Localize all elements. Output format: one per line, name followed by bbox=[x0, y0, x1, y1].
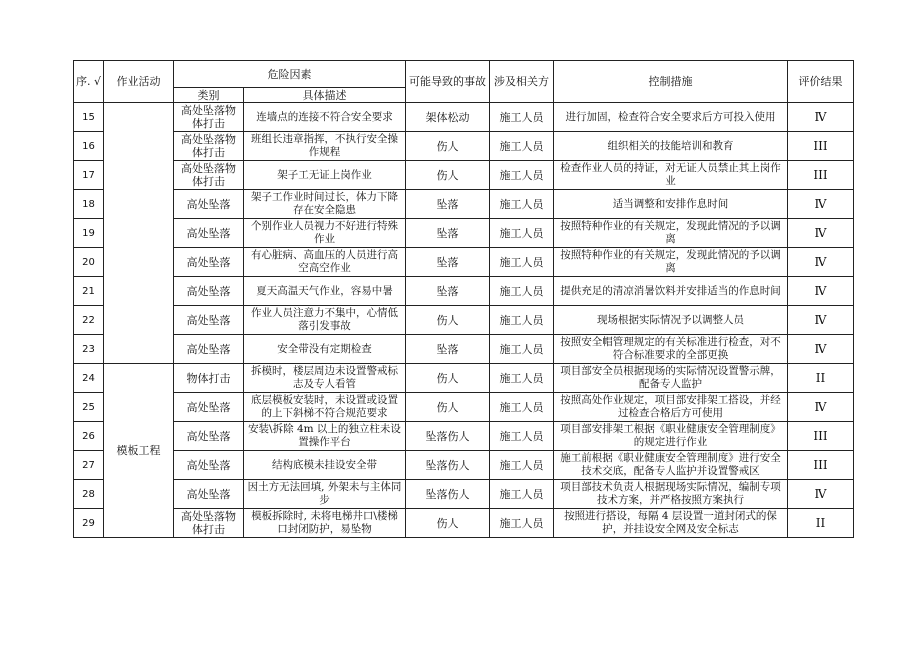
row-category: 高处坠落 bbox=[174, 393, 244, 422]
row-evaluation: II bbox=[788, 509, 854, 538]
row-accident: 架体松动 bbox=[406, 103, 490, 132]
row-party: 施工人员 bbox=[490, 306, 554, 335]
row-description: 安装\拆除 4m 以上的独立柱未设置操作平台 bbox=[244, 422, 406, 451]
table-row bbox=[74, 480, 854, 509]
row-category: 高处坠落 bbox=[174, 422, 244, 451]
table-row bbox=[74, 393, 854, 422]
row-category: 高处坠落物体打击 bbox=[174, 509, 244, 538]
row-category: 高处坠落物体打击 bbox=[174, 132, 244, 161]
row-seq: 25 bbox=[74, 393, 104, 422]
row-accident: 伤人 bbox=[406, 509, 490, 538]
row-seq: 22 bbox=[74, 306, 104, 335]
row-evaluation: III bbox=[788, 422, 854, 451]
row-seq: 29 bbox=[74, 509, 104, 538]
row-evaluation: Ⅳ bbox=[788, 190, 854, 219]
row-accident: 坠落伤人 bbox=[406, 422, 490, 451]
table-row bbox=[74, 509, 854, 538]
row-control: 提供充足的清凉消暑饮料并安排适当的作息时间 bbox=[554, 277, 788, 306]
row-control: 施工前根据《职业健康安全管理制度》进行安全技术交底，配备专人监护并设置警戒区 bbox=[554, 451, 788, 480]
row-seq: 23 bbox=[74, 335, 104, 364]
row-seq: 18 bbox=[74, 190, 104, 219]
table-row bbox=[74, 277, 854, 306]
row-category: 高处坠落 bbox=[174, 480, 244, 509]
row-control: 按照安全帽管理规定的有关标准进行检查，对不符合标准要求的全部更换 bbox=[554, 335, 788, 364]
table-row bbox=[74, 451, 854, 480]
row-control: 检查作业人员的持证，对无证人员禁止其上岗作业 bbox=[554, 161, 788, 190]
row-category: 高处坠落 bbox=[174, 190, 244, 219]
row-accident: 伤人 bbox=[406, 132, 490, 161]
row-seq: 17 bbox=[74, 161, 104, 190]
header-party: 涉及相关方 bbox=[490, 61, 554, 103]
header-accident: 可能导致的事故 bbox=[406, 61, 490, 103]
row-description: 模板拆除时, 未将电梯井口\楼梯口封闭防护，易坠物 bbox=[244, 509, 406, 538]
row-description: 结构底模未挂设安全带 bbox=[244, 451, 406, 480]
row-accident: 伤人 bbox=[406, 306, 490, 335]
row-accident: 坠落 bbox=[406, 335, 490, 364]
row-category: 高处坠落 bbox=[174, 219, 244, 248]
row-party: 施工人员 bbox=[490, 277, 554, 306]
row-accident: 伤人 bbox=[406, 161, 490, 190]
table-row bbox=[74, 248, 854, 277]
table-row bbox=[74, 219, 854, 248]
row-description: 作业人员注意力不集中，心情低落引发事故 bbox=[244, 306, 406, 335]
row-category: 高处坠落 bbox=[174, 306, 244, 335]
row-party: 施工人员 bbox=[490, 393, 554, 422]
table-row bbox=[74, 335, 854, 364]
row-seq: 21 bbox=[74, 277, 104, 306]
row-evaluation: Ⅳ bbox=[788, 248, 854, 277]
row-description: 架子工无证上岗作业 bbox=[244, 161, 406, 190]
header-evaluation: 评价结果 bbox=[788, 61, 854, 103]
activity-cell-blank bbox=[104, 103, 174, 364]
row-category: 高处坠落物体打击 bbox=[174, 103, 244, 132]
row-control: 按照特种作业的有关规定，发现此情况的予以调离 bbox=[554, 219, 788, 248]
hazard-evaluation-table bbox=[73, 60, 854, 538]
row-description: 班组长违章指挥，不执行安全操作规程 bbox=[244, 132, 406, 161]
row-accident: 伤人 bbox=[406, 364, 490, 393]
row-description: 底层模板安装时，未设置或设置的上下斜梯不符合规范要求 bbox=[244, 393, 406, 422]
row-description: 拆模时，楼层周边未设置警戒标志及专人看管 bbox=[244, 364, 406, 393]
row-party: 施工人员 bbox=[490, 364, 554, 393]
row-party: 施工人员 bbox=[490, 480, 554, 509]
row-category: 物体打击 bbox=[174, 364, 244, 393]
row-accident: 坠落伤人 bbox=[406, 451, 490, 480]
table-row bbox=[74, 364, 854, 393]
row-control: 进行加固，检查符合安全要求后方可投入使用 bbox=[554, 103, 788, 132]
row-seq: 15 bbox=[74, 103, 104, 132]
row-accident: 伤人 bbox=[406, 393, 490, 422]
row-control: 适当调整和安排作息时间 bbox=[554, 190, 788, 219]
row-accident: 坠落 bbox=[406, 219, 490, 248]
row-evaluation: III bbox=[788, 161, 854, 190]
row-description: 有心脏病、高血压的人员进行高空高空作业 bbox=[244, 248, 406, 277]
row-party: 施工人员 bbox=[490, 219, 554, 248]
row-category: 高处坠落 bbox=[174, 335, 244, 364]
row-control: 项目部技术负责人根据现场实际情况，编制专项技术方案，并严格按照方案执行 bbox=[554, 480, 788, 509]
row-category: 高处坠落物体打击 bbox=[174, 161, 244, 190]
row-evaluation: III bbox=[788, 132, 854, 161]
row-seq: 16 bbox=[74, 132, 104, 161]
row-seq: 28 bbox=[74, 480, 104, 509]
row-description: 因土方无法回填, 外架未与主体同步 bbox=[244, 480, 406, 509]
table-row bbox=[74, 190, 854, 219]
row-seq: 19 bbox=[74, 219, 104, 248]
row-description: 连墙点的连接不符合安全要求 bbox=[244, 103, 406, 132]
row-accident: 坠落 bbox=[406, 248, 490, 277]
table-row bbox=[74, 132, 854, 161]
row-party: 施工人员 bbox=[490, 422, 554, 451]
row-party: 施工人员 bbox=[490, 132, 554, 161]
row-party: 施工人员 bbox=[490, 103, 554, 132]
row-party: 施工人员 bbox=[490, 161, 554, 190]
row-evaluation: Ⅳ bbox=[788, 393, 854, 422]
row-description: 安全带没有定期检查 bbox=[244, 335, 406, 364]
row-party: 施工人员 bbox=[490, 335, 554, 364]
row-control: 按照高处作业规定，项目部安排架工搭设，并经过检查合格后方可使用 bbox=[554, 393, 788, 422]
row-control: 现场根据实际情况予以调整人员 bbox=[554, 306, 788, 335]
row-evaluation: Ⅳ bbox=[788, 480, 854, 509]
row-control: 项目部安排架工根据《职业健康安全管理制度》的规定进行作业 bbox=[554, 422, 788, 451]
row-accident: 坠落 bbox=[406, 277, 490, 306]
row-control: 按照特种作业的有关规定，发现此情况的予以调离 bbox=[554, 248, 788, 277]
row-accident: 坠落 bbox=[406, 190, 490, 219]
row-evaluation: Ⅳ bbox=[788, 277, 854, 306]
row-description: 夏天高温天气作业，容易中暑 bbox=[244, 277, 406, 306]
row-evaluation: Ⅳ bbox=[788, 103, 854, 132]
row-seq: 20 bbox=[74, 248, 104, 277]
header-hazard-group: 危险因素 bbox=[174, 61, 406, 88]
header-category: 类别 bbox=[174, 88, 244, 103]
row-category: 高处坠落 bbox=[174, 248, 244, 277]
row-evaluation: III bbox=[788, 451, 854, 480]
row-seq: 24 bbox=[74, 364, 104, 393]
row-category: 高处坠落 bbox=[174, 277, 244, 306]
row-party: 施工人员 bbox=[490, 190, 554, 219]
row-evaluation: Ⅳ bbox=[788, 335, 854, 364]
row-control: 项目部安全员根据现场的实际情况设置警示牌，配备专人监护 bbox=[554, 364, 788, 393]
row-control: 组织相关的技能培训和教育 bbox=[554, 132, 788, 161]
row-evaluation: Ⅳ bbox=[788, 306, 854, 335]
table-row bbox=[74, 103, 854, 132]
row-seq: 26 bbox=[74, 422, 104, 451]
row-category: 高处坠落 bbox=[174, 451, 244, 480]
row-accident: 坠落伤人 bbox=[406, 480, 490, 509]
table-row bbox=[74, 422, 854, 451]
row-description: 架子工作业时间过长，体力下降存在安全隐患 bbox=[244, 190, 406, 219]
row-description: 个别作业人员视力不好进行特殊作业 bbox=[244, 219, 406, 248]
row-evaluation: Ⅳ bbox=[788, 219, 854, 248]
activity-group: 模板工程 bbox=[104, 364, 174, 538]
row-party: 施工人员 bbox=[490, 451, 554, 480]
row-party: 施工人员 bbox=[490, 248, 554, 277]
row-control: 按照进行搭设，每隔 4 层设置一道封闭式的保护，并挂设安全网及安全标志 bbox=[554, 509, 788, 538]
table-row bbox=[74, 306, 854, 335]
row-party: 施工人员 bbox=[490, 509, 554, 538]
header-control: 控制措施 bbox=[554, 61, 788, 103]
table-row bbox=[74, 161, 854, 190]
row-seq: 27 bbox=[74, 451, 104, 480]
row-evaluation: II bbox=[788, 364, 854, 393]
header-activity: 作业活动 bbox=[104, 61, 174, 103]
header-description: 具体描述 bbox=[244, 88, 406, 103]
header-seq: 序. √ bbox=[74, 61, 104, 103]
